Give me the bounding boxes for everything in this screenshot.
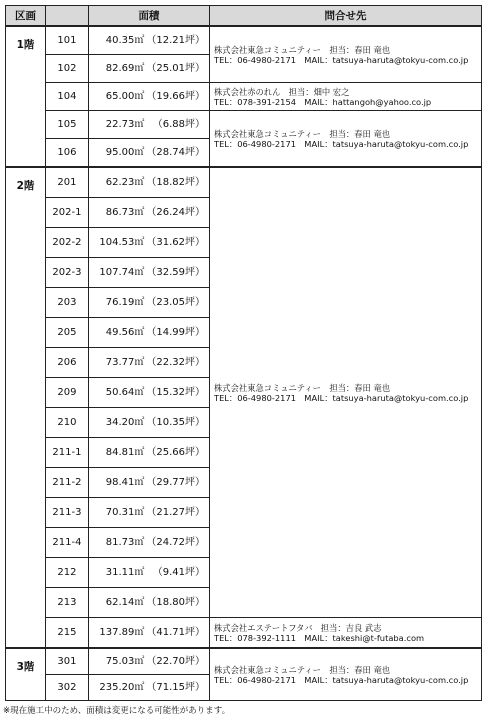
unit-number: 201 — [45, 167, 88, 198]
unit-area-tsubo: （10.35坪） — [146, 408, 209, 438]
floor-label-1f: 1階 — [6, 26, 46, 167]
unit-number: 215 — [45, 618, 88, 649]
leasing-table — [5, 5, 482, 701]
unit-number: 211-2 — [45, 468, 88, 498]
floor-label-3f: 3階 — [6, 648, 46, 701]
unit-area-tsubo: （9.41坪） — [146, 558, 209, 588]
unit-number: 105 — [45, 111, 88, 139]
contact-tel-mail: TEL：06-4980-2171 MAIL：tatsuya-haruta@tokyu-com.co.jp — [214, 138, 469, 149]
unit-number: 106 — [45, 139, 88, 168]
header-section-unit — [45, 6, 88, 27]
leasing-table-container — [5, 5, 482, 701]
unit-area-tsubo: （15.32坪） — [146, 378, 209, 408]
unit-number: 211-4 — [45, 528, 88, 558]
contact-company-person: 株式会社東急コミュニティー 担当：春田 竜也 — [214, 128, 391, 139]
header-contact: 問合せ先 — [210, 6, 482, 27]
contact-tel-mail: TEL：06-4980-2171 MAIL：tatsuya-haruta@tokyu-com.co.jp — [214, 392, 469, 403]
unit-area-tsubo: （14.99坪） — [146, 318, 209, 348]
contact-tel-mail: TEL：078-391-2154 MAIL：hattangoh@yahoo.co.jp — [214, 96, 432, 107]
contact-company-person: 株式会社エステートフタバ 担当：吉良 武志 — [214, 622, 382, 633]
unit-area-sqm: 81.73㎡ — [88, 528, 146, 558]
unit-area-sqm: 62.14㎡ — [88, 588, 146, 618]
unit-area-sqm: 86.73㎡ — [88, 198, 146, 228]
unit-area-sqm: 95.00㎡ — [88, 139, 146, 168]
unit-area-tsubo: （22.32坪） — [146, 348, 209, 378]
unit-area-tsubo: （32.59坪） — [146, 258, 209, 288]
table-row — [6, 648, 482, 675]
unit-number: 301 — [45, 648, 88, 675]
table-row — [6, 618, 482, 649]
unit-area-sqm: 22.73㎡ — [88, 111, 146, 139]
contact-cell — [210, 167, 482, 618]
contact-cell — [210, 83, 482, 111]
unit-area-tsubo: （6.88坪） — [146, 111, 209, 139]
footnote: ※現在施工中のため、面積は変更になる可能性があります。 — [3, 706, 231, 716]
unit-area-tsubo: （25.66坪） — [146, 438, 209, 468]
unit-number: 211-3 — [45, 498, 88, 528]
unit-area-tsubo: （21.27坪） — [146, 498, 209, 528]
unit-area-sqm: 82.69㎡ — [88, 55, 146, 83]
unit-area-sqm: 104.53㎡ — [88, 228, 146, 258]
unit-number: 212 — [45, 558, 88, 588]
unit-area-tsubo: （23.05坪） — [146, 288, 209, 318]
table-header-row — [6, 6, 482, 27]
unit-area-tsubo: （12.21坪） — [146, 26, 209, 55]
unit-area-sqm: 84.81㎡ — [88, 438, 146, 468]
unit-number: 202-1 — [45, 198, 88, 228]
unit-area-tsubo: （24.72坪） — [146, 528, 209, 558]
contact-company-person: 株式会社東急コミュニティー 担当：春田 竜也 — [214, 664, 391, 675]
contact-tel-mail: TEL：06-4980-2171 MAIL：tatsuya-haruta@tokyu-com.co.jp — [214, 54, 469, 65]
unit-area-sqm: 31.11㎡ — [88, 558, 146, 588]
contact-tel-mail: TEL：078-392-1111 MAIL：takeshi@t-futaba.com — [214, 632, 425, 643]
unit-area-sqm: 70.31㎡ — [88, 498, 146, 528]
contact-cell — [210, 618, 482, 649]
unit-number: 101 — [45, 26, 88, 55]
unit-area-sqm: 137.89㎡ — [88, 618, 146, 649]
header-area: 面積 — [88, 6, 209, 27]
unit-number: 203 — [45, 288, 88, 318]
header-section: 区画 — [6, 6, 46, 27]
unit-area-tsubo: （29.77坪） — [146, 468, 209, 498]
unit-number: 104 — [45, 83, 88, 111]
contact-company-person: 株式会社赤のれん 担当：畑中 宏之 — [214, 86, 350, 97]
unit-number: 302 — [45, 675, 88, 701]
unit-area-tsubo: （71.15坪） — [146, 675, 209, 701]
unit-area-sqm: 76.19㎡ — [88, 288, 146, 318]
unit-number: 211-1 — [45, 438, 88, 468]
unit-area-sqm: 50.64㎡ — [88, 378, 146, 408]
unit-area-tsubo: （41.71坪） — [146, 618, 209, 649]
table-row — [6, 83, 482, 111]
unit-area-tsubo: （22.70坪） — [146, 648, 209, 675]
unit-number: 102 — [45, 55, 88, 83]
unit-area-tsubo: （18.80坪） — [146, 588, 209, 618]
table-row — [6, 26, 482, 55]
unit-area-sqm: 73.77㎡ — [88, 348, 146, 378]
unit-area-sqm: 235.20㎡ — [88, 675, 146, 701]
unit-area-sqm: 34.20㎡ — [88, 408, 146, 438]
unit-area-sqm: 62.23㎡ — [88, 167, 146, 198]
unit-number: 205 — [45, 318, 88, 348]
unit-area-tsubo: （25.01坪） — [146, 55, 209, 83]
unit-area-sqm: 40.35㎡ — [88, 26, 146, 55]
contact-company-person: 株式会社東急コミュニティー 担当：春田 竜也 — [214, 44, 391, 55]
unit-area-tsubo: （19.66坪） — [146, 83, 209, 111]
contact-company-person: 株式会社東急コミュニティー 担当：春田 竜也 — [214, 382, 391, 393]
table-row — [6, 111, 482, 139]
contact-cell — [210, 26, 482, 83]
unit-number: 202-2 — [45, 228, 88, 258]
unit-number: 209 — [45, 378, 88, 408]
unit-area-tsubo: （28.74坪） — [146, 139, 209, 168]
unit-number: 210 — [45, 408, 88, 438]
unit-area-tsubo: （18.82坪） — [146, 167, 209, 198]
floor-label-2f: 2階 — [6, 167, 46, 648]
contact-cell — [210, 111, 482, 168]
unit-area-tsubo: （31.62坪） — [146, 228, 209, 258]
unit-area-sqm: 65.00㎡ — [88, 83, 146, 111]
unit-number: 202-3 — [45, 258, 88, 288]
unit-area-sqm: 98.41㎡ — [88, 468, 146, 498]
table-row — [6, 167, 482, 198]
unit-area-sqm: 107.74㎡ — [88, 258, 146, 288]
unit-area-tsubo: （26.24坪） — [146, 198, 209, 228]
contact-tel-mail: TEL：06-4980-2171 MAIL：tatsuya-haruta@tokyu-com.co.jp — [214, 674, 469, 685]
unit-area-sqm: 49.56㎡ — [88, 318, 146, 348]
unit-number: 213 — [45, 588, 88, 618]
contact-cell — [210, 648, 482, 701]
unit-area-sqm: 75.03㎡ — [88, 648, 146, 675]
unit-number: 206 — [45, 348, 88, 378]
